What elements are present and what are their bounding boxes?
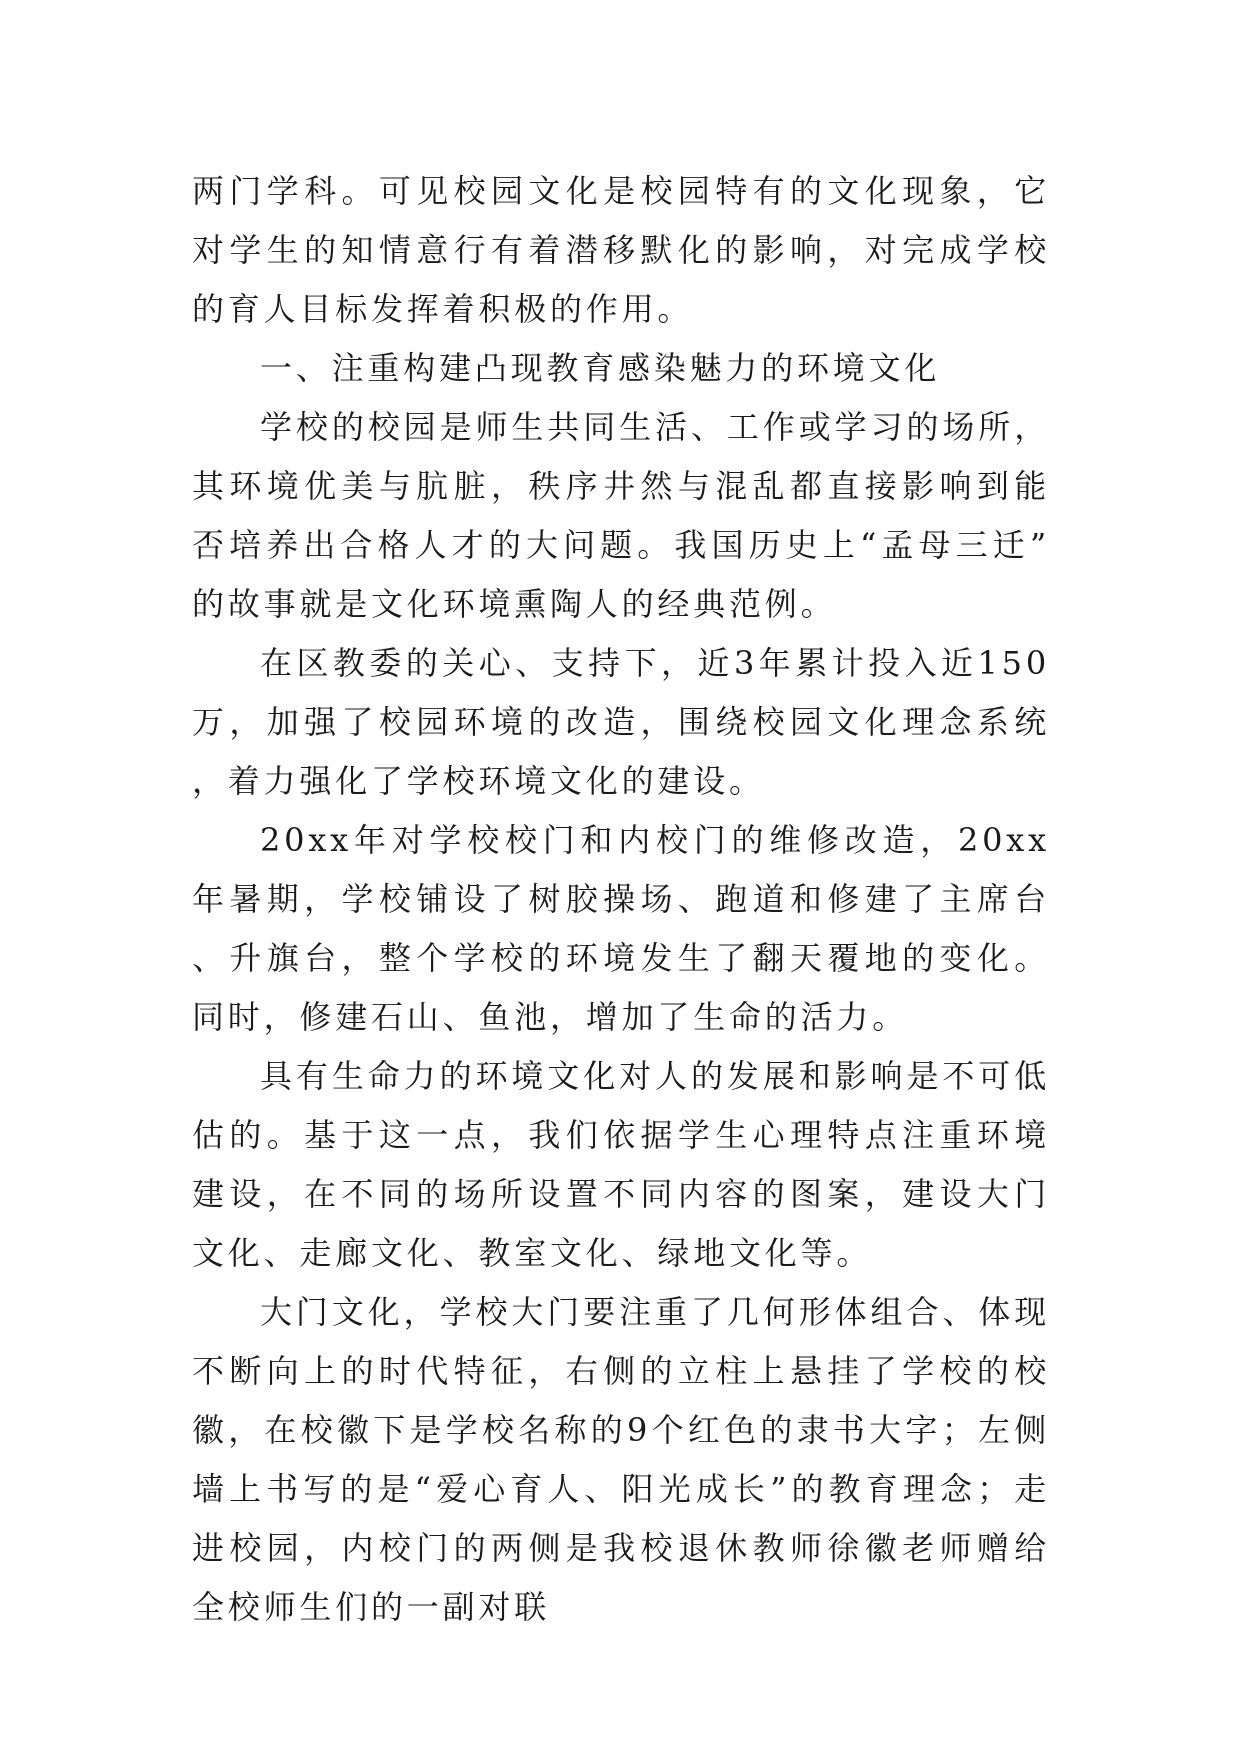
document-body bbox=[192, 162, 1050, 1637]
paragraph-intro-continuation: 两门学科。可见校园文化是校园特有的文化现象，它对学生的知情意行有着潜移默化的影响，对完成学校的育人目标发挥着积极的作用。 bbox=[192, 172, 1050, 328]
paragraph-living-environment: 具有生命力的环境文化对人的发展和影响是不可低估的。基于这一点，我们依据学生心理特点注重环境建设，在不同的场所设置不同内容的图案，建设大门文化、走廊文化、教室文化、绿地文化等。 bbox=[192, 1057, 1050, 1272]
section-heading-environment-culture: 一、注重构建凸现教育感染魅力的环境文化 bbox=[260, 349, 941, 387]
paragraph-gate-culture: 大门文化，学校大门要注重了几何形体组合、体现不断向上的时代特征，右侧的立柱上悬挂了学校的校徽，在校徽下是学校名称的9个红色的隶书大字；左侧墙上书写的是“爱心育人、阳光成长”的教育理念；走进校园，内校门的两侧是我校退休教师徐徽老师赠给全校师生们的一副对联 bbox=[192, 1293, 1050, 1626]
paragraph-campus-environment: 学校的校园是师生共同生活、工作或学习的场所，其环境优美与肮脏，秩序井然与混乱都直接影响到能否培养出合格人才的大问题。我国历史上“孟母三迁”的故事就是文化环境熏陶人的经典范例。 bbox=[192, 408, 1050, 623]
paragraph-investment: 在区教委的关心、支持下，近3年累计投入近150万，加强了校园环境的改造，围绕校园文化理念系统，着力强化了学校环境文化的建设。 bbox=[192, 644, 1050, 800]
paragraph-renovation: 20xx年对学校校门和内校门的维修改造，20xx年暑期，学校铺设了树胶操场、跑道和修建了主席台、升旗台，整个学校的环境发生了翻天覆地的变化。同时，修建石山、鱼池，增加了生命的活力。 bbox=[192, 821, 1050, 1036]
